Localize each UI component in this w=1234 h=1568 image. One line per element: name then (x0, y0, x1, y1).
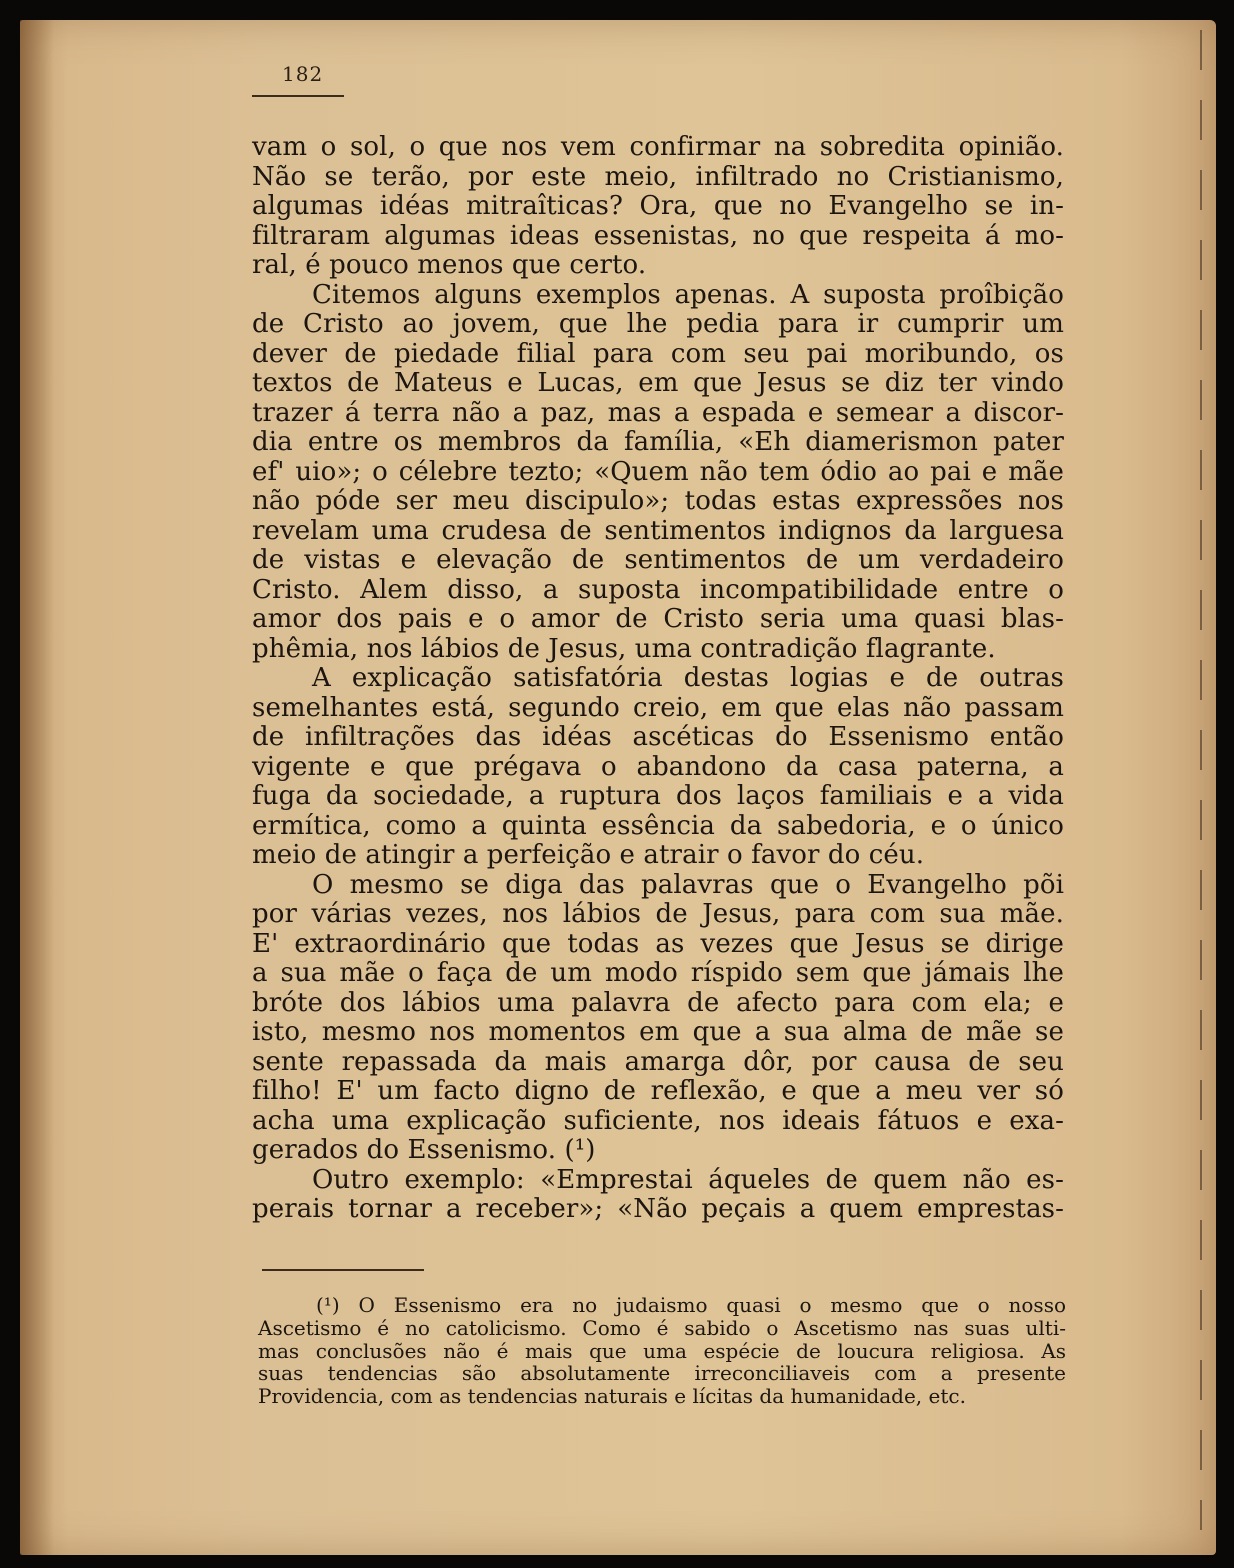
text-line: textos de Mateus e Lucas, em que Jesus se diz ter vindo (252, 368, 1064, 398)
text-line: O mesmo se diga das palavras que o Evangelho põi (312, 869, 1064, 900)
footnote-rule (262, 1269, 424, 1271)
text-line: amor dos pais e o amor de Cristo seria uma quasi blas- (252, 604, 1064, 634)
text-line: filtraram algumas ideas essenistas, no que respeita á mo- (252, 220, 1064, 251)
text-line: dever de piedade filial para com seu pai moribundo, os (252, 338, 1064, 369)
text-line: fuga da sociedade, a ruptura dos laços familiais e a vida (252, 781, 1064, 811)
footnote-line: Ascetismo é no catolicismo. Como é sabido o Ascetismo nas suas ulti- (258, 1315, 1066, 1340)
footnote-line: suas tendencias são absolutamente irreconciliaveis com a presente (258, 1361, 1066, 1386)
body-text (252, 133, 1064, 1225)
text-line: bróte dos lábios uma palavra de afecto para com ela; e (252, 987, 1064, 1018)
page-number: 182 (282, 62, 324, 86)
text-line: de infiltrações das idéas ascéticas do Essenismo então (252, 722, 1064, 752)
page-number-rule (252, 95, 344, 97)
footnote-line: Providencia, com as tendencias naturais e lícitas da humanidade, etc. (258, 1384, 966, 1409)
text-line: ef' uio»; o célebre tezto; «Quem não tem ódio ao pai e mãe (252, 456, 1064, 487)
text-line: gerados do Essenismo. (¹) (252, 1135, 596, 1165)
text-line: dia entre os membros da família, «Eh diamerismon pater (252, 427, 1064, 457)
text-line: phêmia, nos lábios de Jesus, uma contradição flagrante. (252, 633, 996, 664)
text-line: Citemos alguns exemplos apenas. A suposta proîbição (312, 279, 1064, 310)
text-line: Não se terão, por este meio, infiltrado no Cristianismo, (252, 161, 1064, 192)
text-line: trazer á terra não a paz, mas a espada e semear a discor- (252, 397, 1064, 428)
text-line: vam o sol, o que nos vem confirmar na sobredita opinião. (252, 132, 1064, 162)
text-line: ermítica, como a quinta essência da sabedoria, e o único (252, 810, 1064, 841)
text-line: vigente e que prégava o abandono da casa paterna, a (252, 751, 1064, 782)
text-line: algumas idéas mitraîticas? Ora, que no Evangelho se in- (252, 191, 1064, 221)
text-line: sente repassada da mais amarga dôr, por causa de seu (252, 1046, 1064, 1077)
text-line: A explicação satisfatória destas logias e de outras (312, 663, 1064, 693)
text-line: revelam uma crudesa de sentimentos indignos da larguesa (252, 515, 1064, 546)
text-line: de vistas e elevação de sentimentos de um verdadeiro (252, 545, 1064, 575)
text-line: por várias vezes, nos lábios de Jesus, para com sua mãe. (252, 899, 1064, 929)
text-line: ral, é pouco menos que certo. (252, 250, 647, 280)
text-line: semelhantes está, segundo creio, em que elas não passam (252, 692, 1064, 723)
text-line: isto, mesmo nos momentos em que a sua alma de mãe se (252, 1017, 1064, 1047)
text-line: perais tornar a receber»; «Não peçais a quem emprestas- (252, 1194, 1064, 1224)
text-line: não póde ser meu discipulo»; todas estas expressões nos (252, 486, 1064, 516)
text-line: a sua mãe o faça de um modo ríspido sem que jámais lhe (252, 958, 1064, 988)
text-line: de Cristo ao jovem, que lhe pedia para ir cumprir um (252, 309, 1064, 339)
page-gutter-shadow (20, 20, 54, 1555)
text-line: Outro exemplo: «Emprestai áqueles de quem não es- (312, 1164, 1064, 1195)
page-edge-marks (1200, 30, 1202, 1530)
footnote-line: (¹) O Essenismo era no judaismo quasi o mesmo que o nosso (316, 1293, 1066, 1317)
text-line: meio de atingir a perfeição e atrair o favor do céu. (252, 840, 925, 870)
text-line: filho! E' um facto digno de reflexão, e que a meu ver só (252, 1076, 1064, 1106)
text-line: acha uma explicação suficiente, nos ideais fátuos e exa- (252, 1105, 1064, 1136)
footnote-line: mas conclusões não é mais que uma espécie de loucura religiosa. As (258, 1338, 1066, 1363)
text-line: Cristo. Alem disso, a suposta incompatibilidade entre o (252, 574, 1064, 605)
footnote (258, 1294, 1066, 1408)
text-line: E' extraordinário que todas as vezes que Jesus se dirige (252, 928, 1064, 959)
